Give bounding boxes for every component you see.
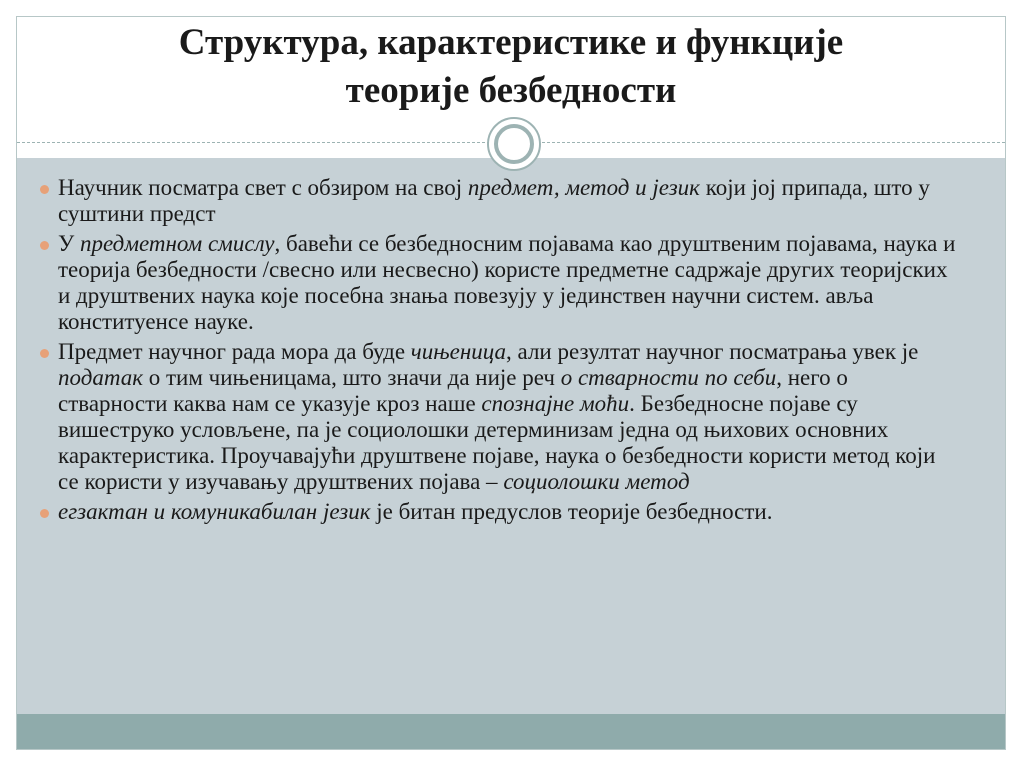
- bullet-part: , бавећи се безбедносним појавама као друштвеним појавама, наука и теорија безбедности /свесно или несвесно) користе предметне садржаје других теоријских и друштвених наука које посебна знања повезују у јединствен научни систем. авља конституенсе науке.: [58, 231, 956, 334]
- bullet-italic-part: о стварности по себи: [560, 365, 777, 390]
- circle-ornament-inner: [494, 124, 534, 164]
- bullet-italic-part: чињеница: [410, 339, 507, 364]
- bullet-part: је битан предуслов теорије безбедности.: [370, 499, 773, 524]
- bullet-italic-part: предметном смислу: [80, 231, 275, 256]
- footer-band: [17, 714, 1005, 749]
- bullet-dot-icon: [40, 349, 49, 358]
- bullet-part: о тим чињеницама, што значи да није реч: [142, 365, 561, 390]
- bullet-part: У: [58, 231, 81, 256]
- bullet-dot-icon: [40, 241, 49, 250]
- bullet-dot-icon: [40, 185, 49, 194]
- bullet-item-1: [40, 175, 960, 227]
- slide-title: [57, 19, 965, 115]
- bullet-italic-part: егзактан и комуникабилан језик: [58, 499, 371, 524]
- slide-title-line-1: Структура, карактеристике и функције: [178, 22, 844, 63]
- circle-ornament-icon: [487, 117, 541, 171]
- bullet-item-3: [40, 339, 960, 495]
- bullet-italic-part: предмет, метод и језик: [467, 175, 700, 200]
- bullet-part: , али резултат научног посматрања увек је: [506, 339, 919, 364]
- bullet-part: Научник посматра свет с обзиром на свој: [58, 175, 468, 200]
- slide-title-line-2: теорије безбедности: [345, 70, 677, 111]
- bullet-part: који јој припада, што у суштини предст: [58, 175, 930, 226]
- bullet-item-2: [40, 231, 960, 335]
- bullet-part: Предмет научног рада мора да буде: [58, 339, 411, 364]
- bullet-dot-icon: [40, 509, 49, 518]
- bullet-italic-part: спознајне моћи: [481, 391, 630, 416]
- bullet-item-4: [40, 499, 960, 525]
- bullet-list: [40, 175, 960, 529]
- bullet-italic-part: податак: [58, 365, 143, 390]
- bullet-italic-part: социолошки метод: [503, 469, 690, 494]
- bullet-part: , него о стварности каква нам се указује кроз наше: [58, 365, 848, 416]
- bullet-part: . Безбедносне појаве су вишеструко условљене, па је социолошки детерминизам једна од њихових основних карактеристика. Проучавајући друштвене појаве, наука о безбедности користи метод који се користи у изучавању друштвених појава –: [58, 391, 936, 494]
